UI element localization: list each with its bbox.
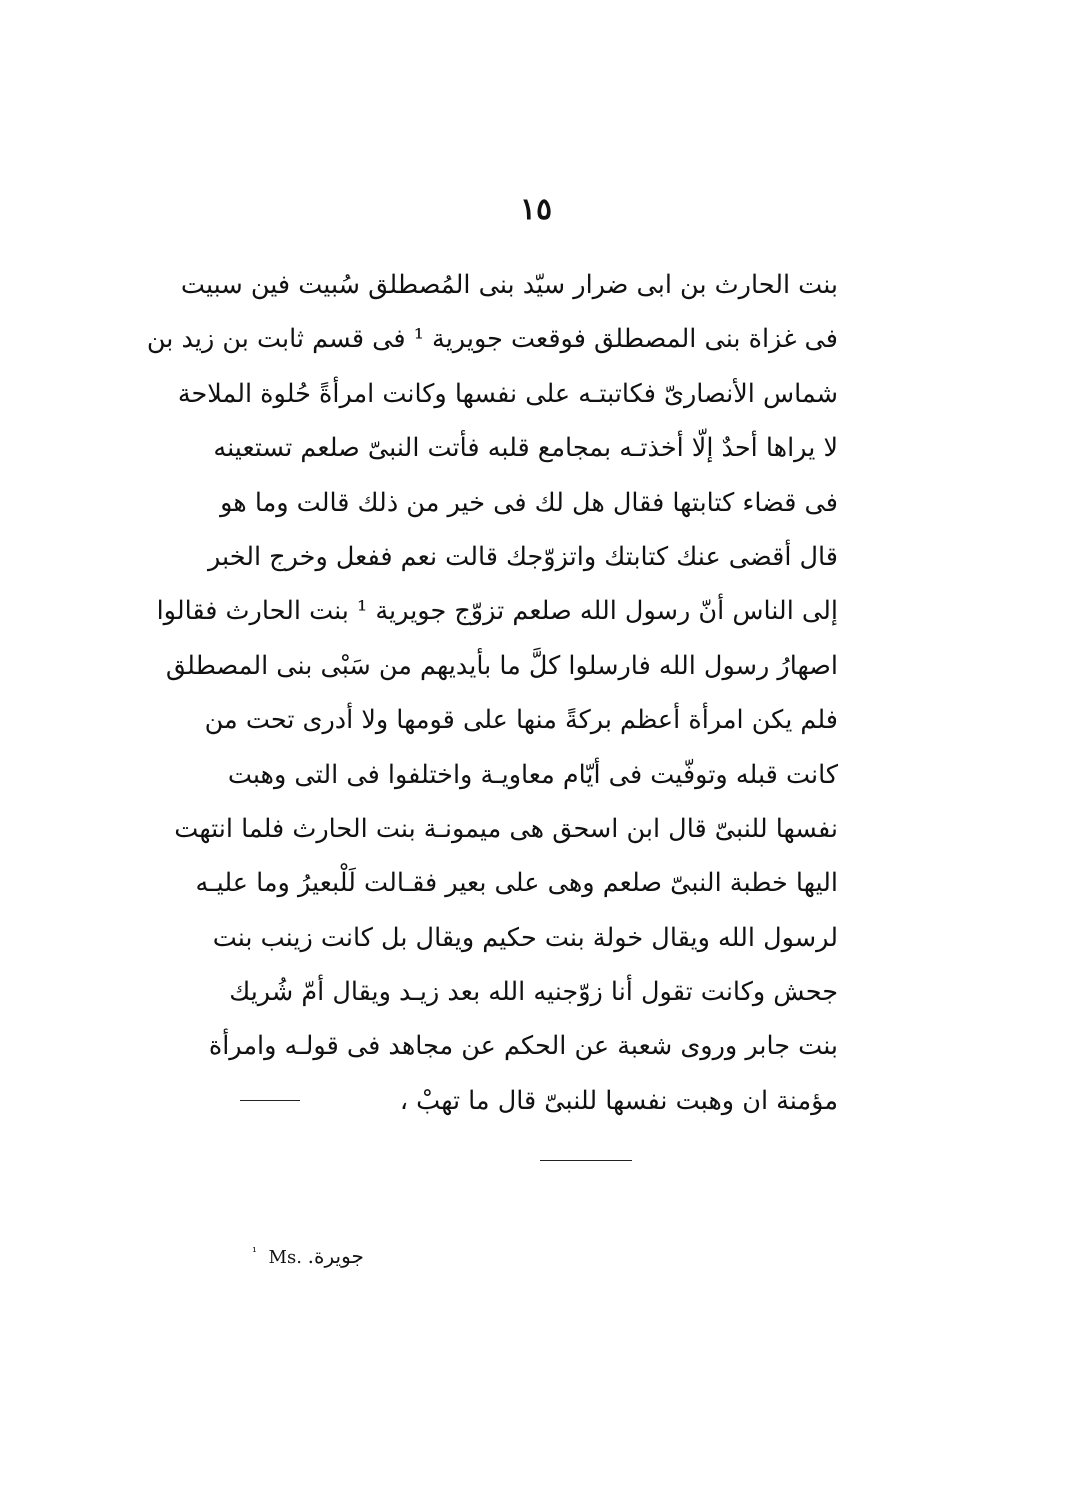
text-line: بنت الحارث بن ابى ضرار سيّد بنى المُصطلق سُبيت فين سبيت	[180, 270, 838, 300]
underline-rule	[240, 1100, 300, 1101]
page-number: ١٥	[519, 192, 553, 227]
footnote-marker: ¹	[252, 1245, 257, 1259]
text-line: لرسول الله ويقال خولة بنت حكيم ويقال بل كانت زينب بنت	[212, 922, 838, 953]
text-line: نفسها للنبىّ قال ابن اسحق هى ميمونـة بنت الحارث فلما انتهت	[174, 813, 838, 844]
text-line: فى غزاة بنى المصطلق فوقعت جويرية ¹ فى قسم ثابت بن زيد بن	[146, 324, 838, 355]
text-line: مؤمنة ان وهبت نفسها للنبىّ قال ما تهبْ ،	[399, 1085, 838, 1116]
underline-rule	[540, 1160, 632, 1161]
text-line: قال أقضى عنك كتابتك واتزوّجك قالت نعم ففعل وخرج الخبر	[207, 541, 838, 572]
main-text	[146, 258, 838, 1128]
text-line: فلم يكن امرأة أعظم بركةً منها على قومها ولا أدرى تحت من	[204, 705, 838, 736]
text-line: كانت قبله وتوفّيت فى أيّام معاويـة واختلفوا فى التى وهبت	[227, 759, 838, 790]
text-line: بنت جابر وروى شعبة عن الحكم عن مجاهد فى قولـه وامرأة	[208, 1031, 838, 1062]
text-line: اليها خطبة النبىّ صلعم وهى على بعير فقـالت لَلْبعيرُ وما عليـه	[195, 868, 838, 899]
footnote-label: Ms.	[268, 1247, 302, 1268]
text-line: شماس الأنصارىّ فكاتبتـه على نفسها وكانت امرأةً حُلوة الملاحة	[177, 378, 838, 409]
footnote	[252, 1238, 364, 1272]
text-line: إلى الناس أنّ رسول الله صلعم تزوّج جويرية ¹ بنت الحارث فقالوا	[156, 596, 838, 627]
text-line: فى قضاء كتابتها فقال هل لك فى خير من ذلك قالت وما هو	[220, 487, 838, 518]
footnote-text: جويرة.	[307, 1244, 364, 1268]
text-line: لا يراها أحدٌ إلّا أخذتـه بمجامع قلبه فأتت النبىّ صلعم تستعينه	[213, 433, 838, 464]
text-line: اصهارُ رسول الله فارسلوا كلَّ ما بأيديهم من سَبْى بنى المصطلق	[165, 650, 838, 681]
text-line: جحش وكانت تقول أنا زوّجنيه الله بعد زيـد ويقال أمّ شُريك	[229, 977, 838, 1008]
